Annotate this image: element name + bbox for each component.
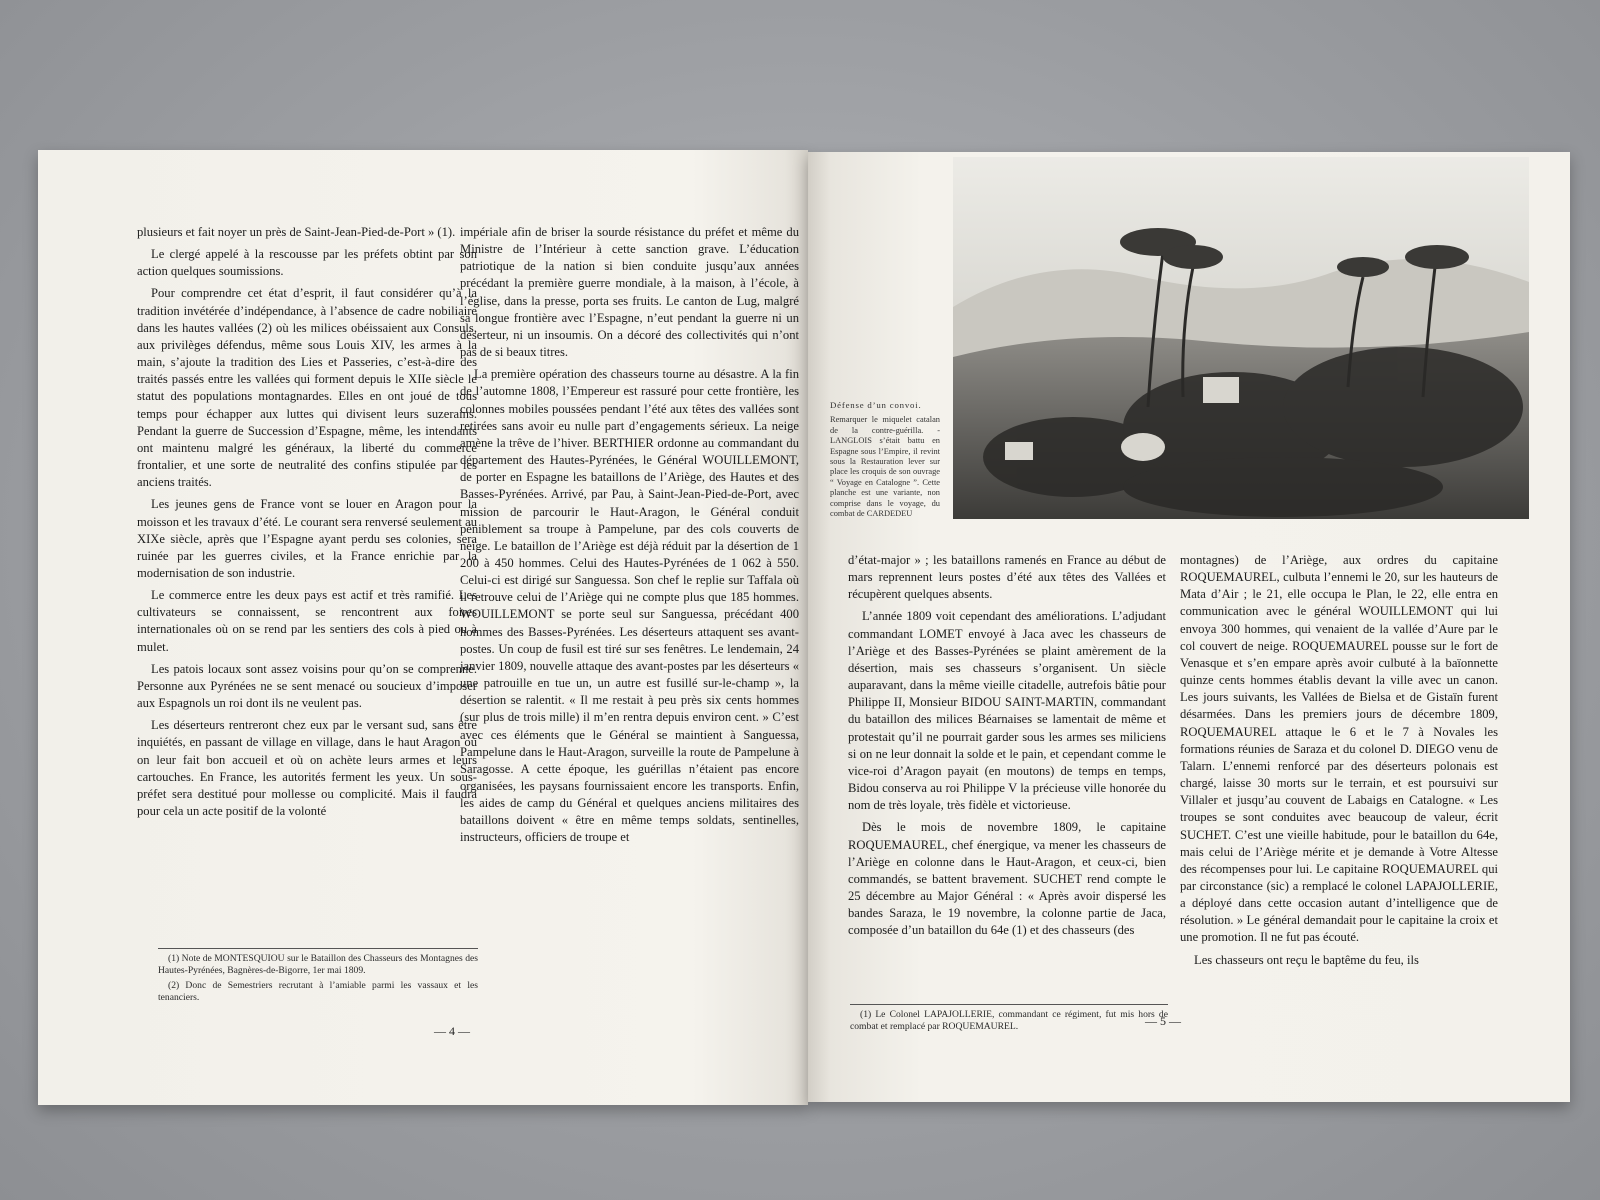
- left-page: [38, 150, 808, 1105]
- page-number: — 5 —: [1145, 1014, 1181, 1028]
- paragraph: impériale afin de briser la sourde résistance du préfet et même du Ministre de l’Intérieur à cette sanction grave. L’éducation patriotique de la nation si bien conduite jusqu’aux années précédant la première guerre mondiale, à la maison, à l’école, à l’église, dans la presse, porta ses fruits. Le canton de Lug, malgré sa longue frontière avec l’Espagne, n’eut pendant la guerre ni un déserteur, ni un insoumis. On a décoré des collectivités qui n’ont pas de si beaux titres.: [460, 225, 799, 360]
- left-footnotes: [158, 948, 478, 1007]
- paragraph: Le commerce entre les deux pays est actif et très ramifié. Les cultivateurs se connaissent, se rencontrent aux foires internationales où on se rend par les sentiers des cols à pied ou à mulet.: [137, 588, 477, 654]
- paragraph: Pour comprendre cet état d’esprit, il faut considérer qu’à la tradition invétérée d’indépendance, à l’absence de cadre nobiliaire dans les hautes vallées (2) où les milices obéissaient aux Consuls, aux privilèges défendus, même sous Louis XIV, les armes à la main, s’ajoute la tradition des Lies et Passeries, c’est-à-dire des traités passés entre les vallées qui forment depuis le XIIe siècle le statut des populations montagnardes. Elles en ont joué de tous temps pour échapper aux luttes qui divisent leurs suzerains. Pendant la guerre de Succession d’Espagne, même, les intendants ont maintenu malgré les généraux, la liberté du commerce frontalier, et une sorte de neutralité des confins stipulée par les anciens traités.: [137, 286, 477, 490]
- paragraph: Le clergé appelé à la rescousse par les préfets obtint par son action quelques soumissions.: [137, 247, 477, 279]
- paragraph: Dès le mois de novembre 1809, le capitaine ROQUEMAUREL, chef énergique, va mener les chasseurs de l’Ariège en colonne dans le Haut-Aragon, et ceux-ci, bien commandés, se battent bravement. SUCHET rend compte le 25 décembre au Major Général : « Après avoir dispersé les bandes Saraza, le 19 novembre, la colonne partie de Jaca, composée d’un bataillon du 64e (1) et des chasseurs (des: [848, 820, 1166, 938]
- right-column-2: [1180, 552, 1498, 974]
- footnote: (2) Donc de Semestriers recrutant à l’amiable parmi les vassaux et les tenanciers.: [158, 980, 478, 1003]
- paragraph: L’année 1809 voit cependant des améliorations. L’adjudant commandant LOMET envoyé à Jaca avec les chasseurs de l’Ariège et des Basses-Pyrénées se plaint amèrement de la désertion, mais ses chasseurs s’organisent. Un siècle auparavant, dans la même vieille citadelle, autrefois bâtie pour Philippe II, Monsieur BIDOU SAINT-MARTIN, commandant du bataillon des milices Béarnaises se lamentait de même et protestait qu’il ne pourrait garder sous les armes ses miliciens si on ne leur donnait la solde et le pain, et cependant comme le vice-roi d’Aragon payait (en moutons) de temps en temps, Bidou conserva au roi Philippe V la précieuse ville honorée du nom de très loyale, très fidèle et victorieuse.: [848, 609, 1166, 813]
- paragraph: plusieurs et fait noyer un près de Saint-Jean-Pied-de-Port » (1).: [137, 225, 456, 239]
- paragraph: Les chasseurs ont reçu le baptême du feu, ils: [1194, 952, 1419, 967]
- paragraph: La première opération des chasseurs tourne au désastre. A la fin de l’automne 1808, l’Empereur est rassuré pour cette frontière, les colonnes mobiles poussées pendant l’été aux têtes des vallées sont retirées sans avoir eu nulle part d’engagements sérieux. La neige amène la trêve de l’hiver. BERTHIER ordonne au commandant du département des Hautes-Pyrénées, le Général WOUILLEMONT, de porter en Espagne les bataillons de l’Ariège, des Hautes et des Basses-Pyrénées. Arrivé, par Pau, à Saint-Jean-Pied-de-Port, avec mission de parcourir le Haut-Aragon, le Général conduit péniblement sa troupe à Pampelune, par des cols couverts de neige. Le bataillon de l’Ariège est déjà réduit par la désertion de 1 200 à 450 hommes. Celui des Hautes-Pyrénées de 1 062 à 550. Celui-ci est dirigé sur Sanguessa. Son chef le replie sur Taffala où il retrouve celui de l’Ariège qui ne compte plus que 185 hommes. WOUILLEMONT se porte seul sur Sanguessa, précédant 400 hommes des Basses-Pyrénées. Les déserteurs attaquent ses avant-postes. Un coup de fusil est tiré sur ses fenêtres. Le lendemain, 24 janvier 1809, nouvelle attaque des avant-postes par les déserteurs « une patrouille en tue un, un autre est fusillé sur-le-champ », la désertion se ralentit. « Il me restait à peu près six cents hommes (sur plus de trois mille) il m’en rentra depuis environ cent. » C’est avec ces éléments que le Général se maintient à Sanguessa, Pampelune dans le Haut-Aragon, surveille la route de Pampelune à Saragosse. A cette époque, les guérillas n’étaient pas encore organisées, les paysans fournissaient encore les transports. Enfin, les aides de camp du Général et quelques anciens militaires des bataillons doivent « être en même temps soldats, sentinelles, instructeurs, officiers de troupe et: [460, 367, 799, 845]
- page-number: — 4 —: [434, 1024, 470, 1038]
- right-footnotes: [850, 1004, 1168, 1036]
- footnote: (1) Note de MONTESQUIOU sur le Bataillon des Chasseurs des Montagnes des Hautes-Pyrénées, Bagnères-de-Bigorre, 1er mai 1809.: [158, 953, 478, 976]
- paragraph: montagnes) de l’Ariège, aux ordres du capitaine ROQUEMAUREL, culbuta l’ennemi le 20, sur les hauteurs de Mata d’Air ; le 21, elle occupa le Plan, le 22, elle entra en communication avec le général WOUILLEMONT qui lui envoya 300 hommes, qui venaient de la vallée d’Aure par le col couvert de neige. ROQUEMAUREL pousse sur le fort de Venasque et s’en empare après avoir culbuté à la baïonnette quinze cents hommes établis devant la ville avec un canon. Les jours suivants, les Vallées de Bielsa et de Gistaïn furent désarmées. Dans les premiers jours de décembre 1809, ROQUEMAUREL attaque le 6 et le 7 à Novales les formations réunies de Saraza et du colonel D. DIEGO venu de Talarn. L’ennemi renforcé par des déserteurs polonais est chargé, laisse 30 morts sur le terrain, et est poursuivi sur Villaler et jusqu’au couvent de Labaigs en Catalogne. « Les troupes se sont conduites avec beaucoup de valeur, écrit SUCHET. C’est une vieille habitude, pour le bataillon du 64e, mais celui de l’Ariège mérite et je demande à Votre Altesse des récompenses pour lui. Le capitaine ROQUEMAUREL qui par circonstance (sic) a remplacé le colonel LAPAJOLLERIE, a déployé dans cette occasion autant d’intelligence que de résolution. » Le général demandait pour le capitaine la croix et une promotion. Il ne fut pas écouté.: [1180, 553, 1498, 945]
- paragraph: Les jeunes gens de France vont se louer en Aragon pour la moisson et les travaux d’été. Le courant sera renversé seulement au XIXe siècle, après que l’Espagne ayant perdu ses colonies, sera ruinée par les guerres civiles, et la France enrichie par la modernisation de son industrie.: [137, 497, 477, 580]
- caption-title: Défense d’un convoi.: [830, 400, 922, 410]
- illustration-caption: [830, 400, 940, 519]
- right-page: [808, 152, 1570, 1102]
- caption-text: Remarquer le miquelet catalan de la contre-guérilla. - LANGLOIS s’était battu en Espagne sous l’Empire, il revint sous la Restauration lever sur place les croquis de son ouvrage “ Voyage en Catalogne ”. Cette planche est une variante, non comprise dans le voyage, du combat de CARDEDEU: [830, 415, 940, 519]
- left-column-1: [137, 224, 477, 825]
- paragraph: d’état-major » ; les bataillons ramenés en France au début de mars reprennent leurs postes d’été aux têtes des Vallées et récupèrent quelques absents.: [848, 553, 1166, 602]
- left-column-2: [460, 224, 799, 852]
- battle-engraving-illustration: [953, 157, 1529, 519]
- paragraph: Les déserteurs rentreront chez eux par le versant sud, sans être inquiétés, en passant de village en village, dans le haut Aragon où on leur fait bon accueil et où on achète leurs armes et leurs cartouches. En France, les autorités ferment les yeux. Un sous-préfet sera destitué pour mollesse ou complicité. Mais il faudra pour cela un acte positif de la volonté: [137, 718, 477, 818]
- paragraph: Les patois locaux sont assez voisins pour qu’on se comprenne. Personne aux Pyrénées ne se sent menacé ou soucieux d’imposer aux Espagnols un roi dont ils ne veulent pas.: [137, 661, 477, 711]
- right-column-1: [848, 552, 1166, 944]
- footnote: (1) Le Colonel LAPAJOLLERIE, commandant ce régiment, fut mis hors de combat et remplacé par ROQUEMAUREL.: [850, 1009, 1168, 1032]
